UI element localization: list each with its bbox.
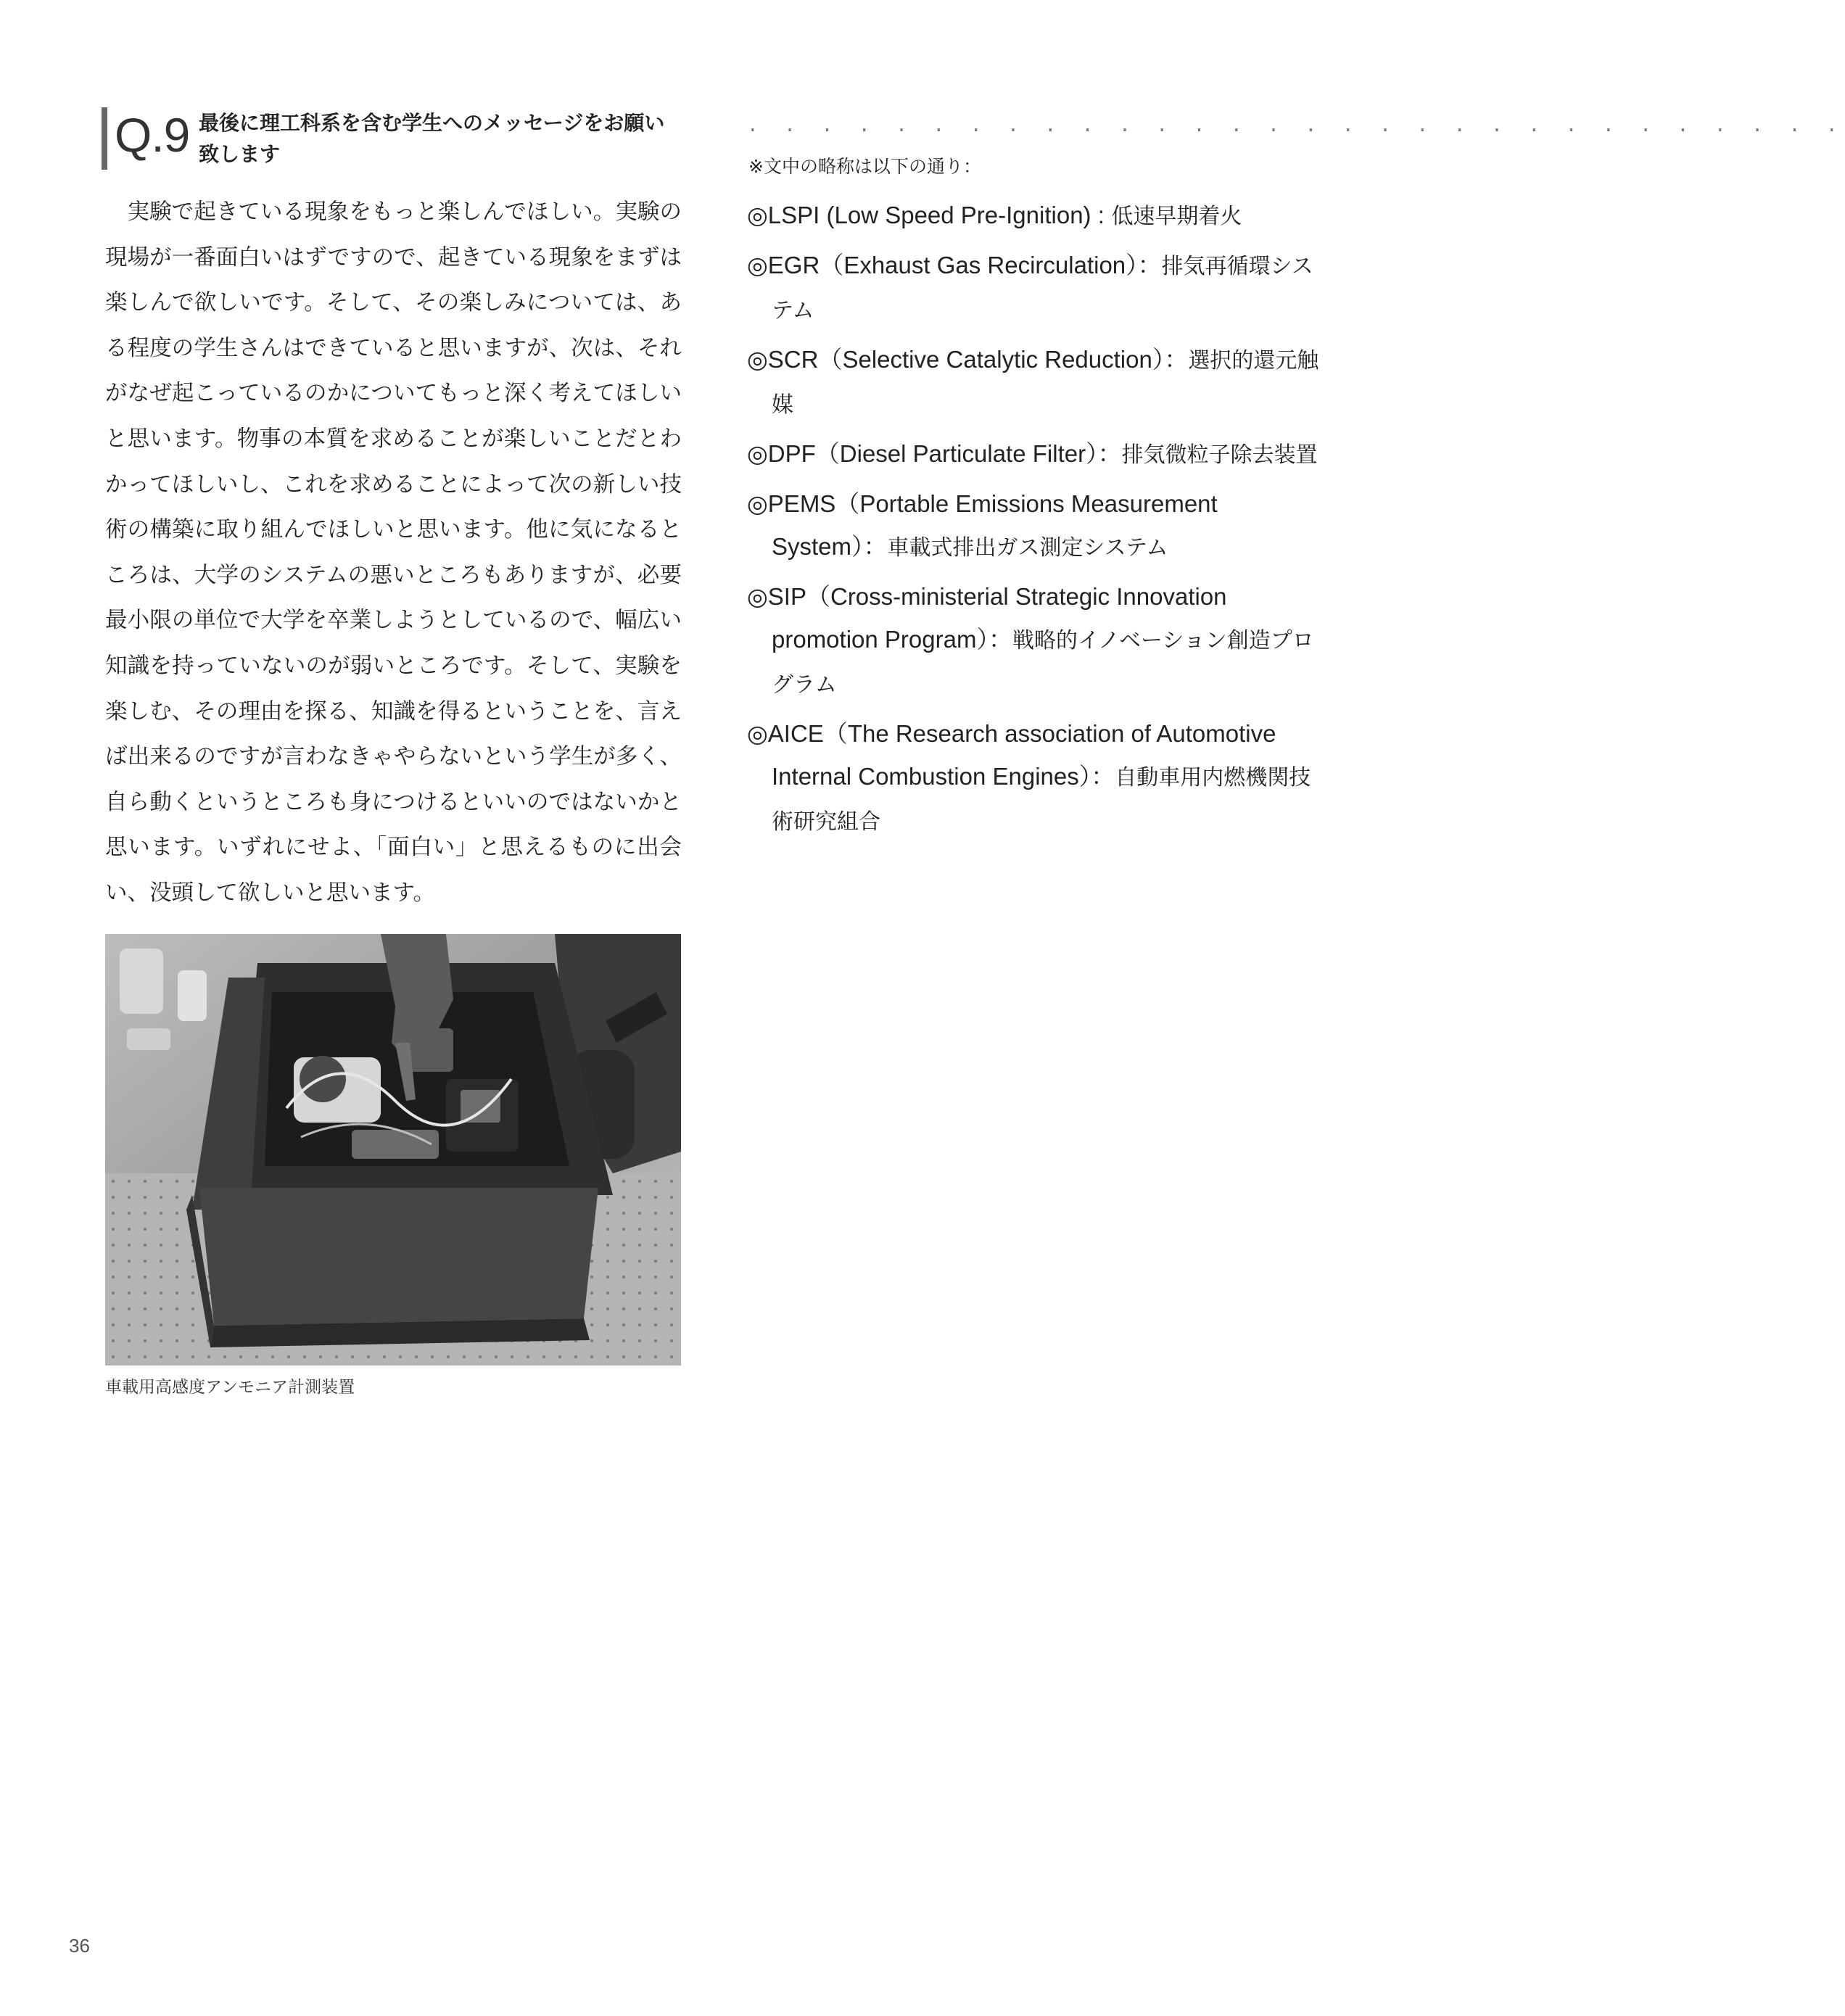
abbreviation-meaning: 排気再循環システム	[772, 254, 1313, 323]
question-heading	[102, 107, 682, 173]
photo-caption: 車載用高感度アンモニア計測装置	[105, 1378, 355, 1397]
abbreviation-list	[747, 194, 1327, 849]
abbreviation-term: ◎AICE（The Research association of Automotive Internal Combustion Engines）：	[747, 720, 1276, 790]
abbreviation-item-scr	[747, 338, 1327, 426]
abbreviation-meaning: 自動車用内燃機関技術研究組合	[772, 765, 1311, 835]
heading-accent-bar	[102, 107, 107, 170]
abbreviation-term: ◎SCR（Selective Catalytic Reduction）：	[747, 346, 1189, 373]
abbreviation-meaning: 選択的還元触媒	[772, 348, 1319, 418]
abbreviation-meaning: 戦略的イノベーション創造プログラム	[772, 628, 1314, 698]
abbreviation-item-lspi	[747, 194, 1327, 238]
question-title: 最後に理工科系を含む学生へのメッセージをお願い致します	[199, 111, 665, 166]
abbreviation-item-sip	[747, 575, 1327, 706]
abbreviation-meaning: 低速早期着火	[1104, 204, 1242, 229]
abbreviation-item-dpf	[747, 432, 1327, 476]
page-number: 36	[69, 1935, 90, 1957]
abbreviation-intro: ※文中の略称は以下の通り：	[748, 156, 981, 177]
abbreviation-term: ◎EGR（Exhaust Gas Recirculation）：	[747, 252, 1162, 278]
abbreviation-term: ◎PEMS（Portable Emissions Measurement System）：	[747, 490, 1218, 560]
abbreviation-term: ◎LSPI (Low Speed Pre-Ignition) :	[747, 202, 1105, 228]
abbreviation-meaning: 車載式排出ガス測定システム	[887, 535, 1168, 561]
abbreviation-item-pems	[747, 482, 1327, 569]
abbreviation-term: ◎DPF（Diesel Particulate Filter）：	[747, 440, 1122, 467]
abbreviation-item-egr	[747, 244, 1327, 332]
abbreviation-item-aice	[747, 712, 1327, 843]
question-number: Q.9	[115, 108, 190, 162]
abbreviation-meaning: 排気微粒子除去装置	[1121, 442, 1318, 468]
abbreviation-term: ◎SIP（Cross-ministerial Strategic Innovation promotion Program）：	[747, 583, 1227, 653]
dotted-divider: . . . . . . . . . . . . . . . . . . . . . . . . . . . . . .	[747, 115, 1845, 136]
answer-paragraph: 実験で起きている現象をもっと楽しんでほしい。実験の現場が一番面白いはずですので、起きている現象をまずは楽しんで欲しいです。そして、その楽しみについては、ある程度の学生さんはできていると思いますが、次は、それがなぜ起こっているのかについてもっと深く考えてほしいと思います。物事の本質を求めることが楽しいことだとわかってほしいし、これを求めることによって次の新しい技術の構築に取り組んでほしいと思います。他に気になるところは、大学のシステムの悪いところもありますが、必要最小限の単位で大学を卒業しようとしているので、幅広い知識を持っていないのが弱いところです。そして、実験を楽しむ、その理由を探る、知識を得るということを、言えば出来るのですが言わなきゃやらないという学生が多く、自ら動くというところも身につけるといいのではないかと思います。いずれにせよ、「面白い」と思えるものに出会い、没頭して欲しいと思います。	[105, 199, 682, 906]
equipment-photo	[105, 934, 681, 1366]
